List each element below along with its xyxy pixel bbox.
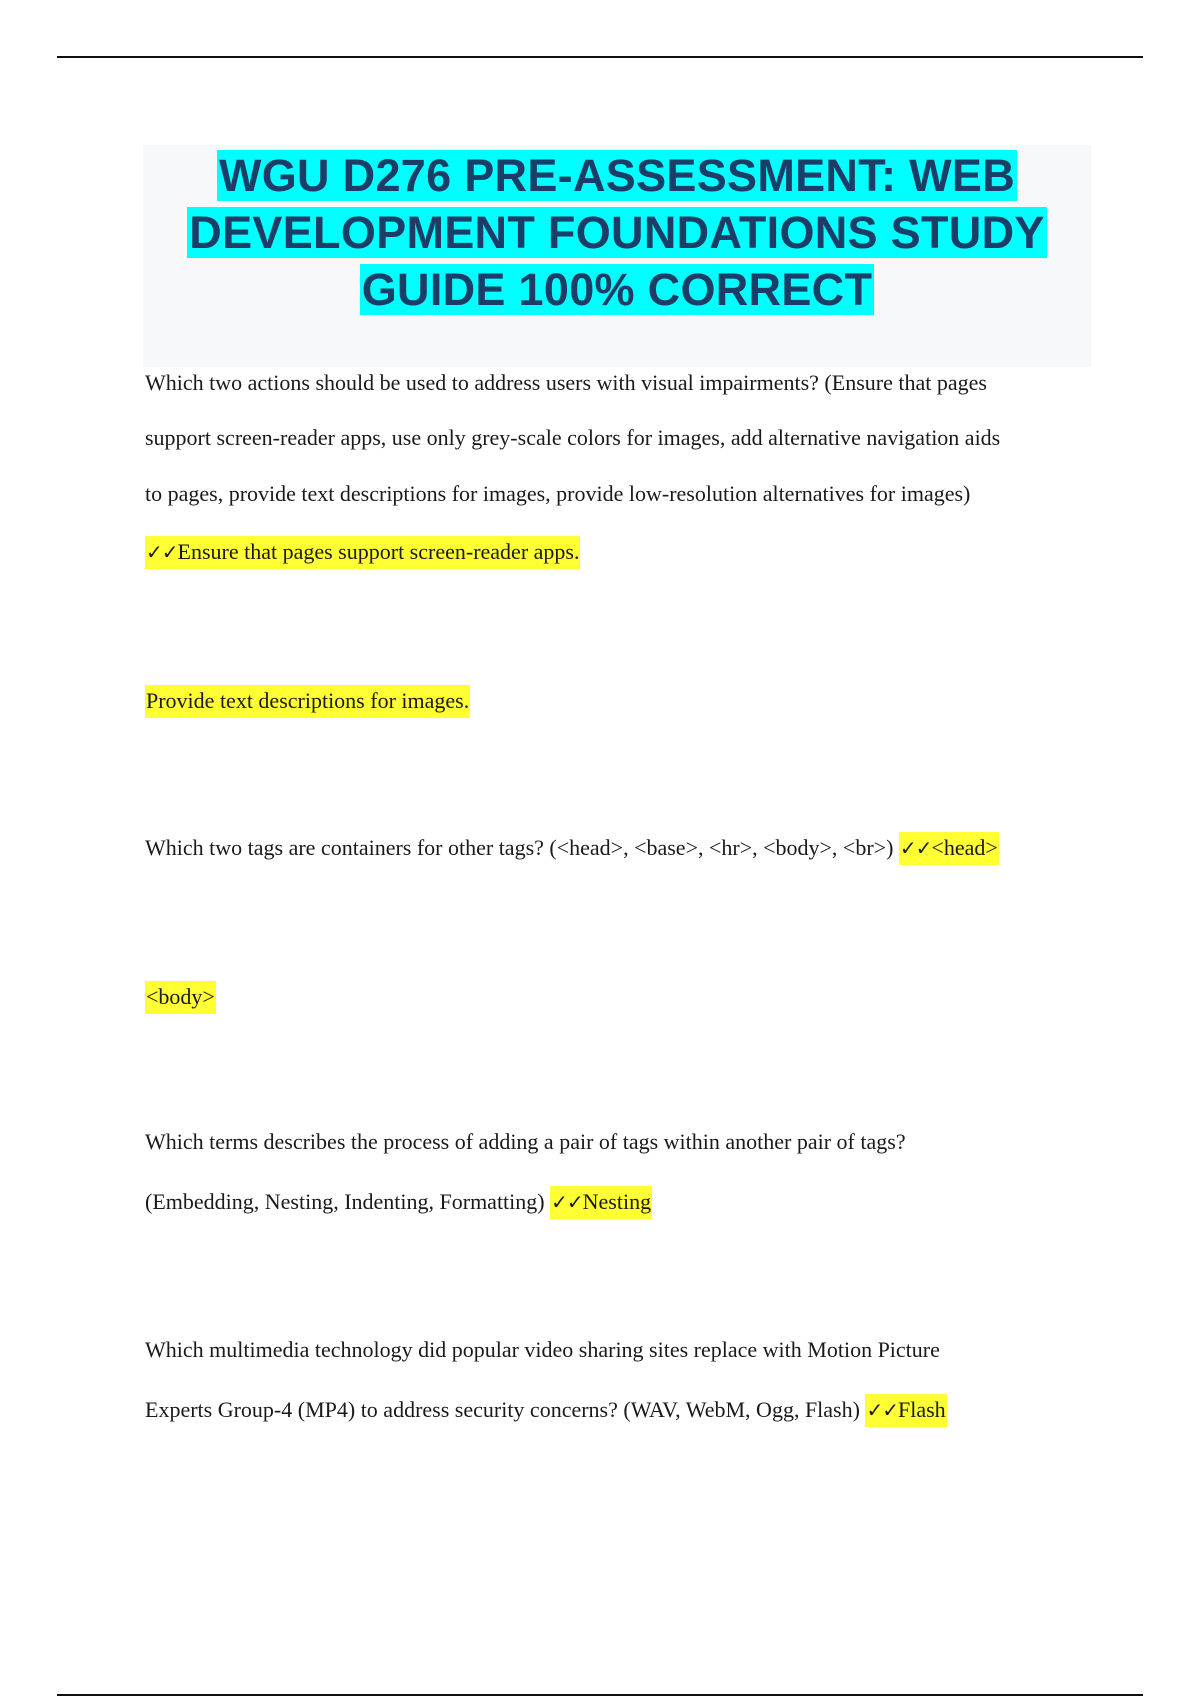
q3-line-2: (Embedding, Nesting, Indenting, Formatting) ✓✓Nesting [145, 1191, 652, 1213]
q4-line-1: Which multimedia technology did popular video sharing sites replace with Motion Picture [145, 1337, 940, 1362]
q1-line-1: Which two actions should be used to address users with visual impairments? (Ensure that pages [145, 370, 987, 395]
double-check-icon: ✓✓ [551, 1190, 583, 1214]
q1-answer-1 [145, 541, 580, 563]
q2-answer-2 [145, 986, 216, 1008]
top-rule [57, 56, 1143, 58]
title-line-2: DEVELOPMENT FOUNDATIONS STUDY [189, 207, 1045, 258]
answer-highlight: ✓✓Nesting [550, 1186, 652, 1219]
title-line-3: GUIDE 100% CORRECT [361, 264, 873, 315]
double-check-icon: ✓✓ [146, 540, 178, 564]
q4-line-2: Experts Group-4 (MP4) to address security concerns? (WAV, WebM, Ogg, Flash) ✓✓Flash [145, 1399, 947, 1421]
double-check-icon: ✓✓ [866, 1398, 898, 1422]
q2-question: Which two tags are containers for other tags? (<head>, <base>, <hr>, <body>, <br>) ✓✓<head> [145, 837, 999, 859]
answer-highlight: ✓✓Ensure that pages support screen-reader apps. [145, 536, 580, 569]
answer-highlight: <body> [145, 981, 216, 1014]
double-check-icon: ✓✓ [899, 836, 932, 860]
title-block [143, 145, 1091, 367]
q3-line-1: Which terms describes the process of adding a pair of tags within another pair of tags? [145, 1129, 906, 1154]
title-line-1: WGU D276 PRE-ASSESSMENT: WEB [218, 150, 1015, 201]
q1-line-3: to pages, provide text descriptions for images, provide low-resolution alternatives for images) [145, 481, 971, 506]
q1-line-2: support screen-reader apps, use only grey-scale colors for images, add alternative navigation aids [145, 425, 1001, 450]
bottom-rule [57, 1694, 1143, 1696]
answer-highlight: ✓✓<head> [899, 832, 999, 865]
q1-answer-2 [145, 690, 470, 712]
answer-highlight: ✓✓Flash [865, 1394, 946, 1427]
answer-highlight: Provide text descriptions for images. [145, 685, 470, 718]
